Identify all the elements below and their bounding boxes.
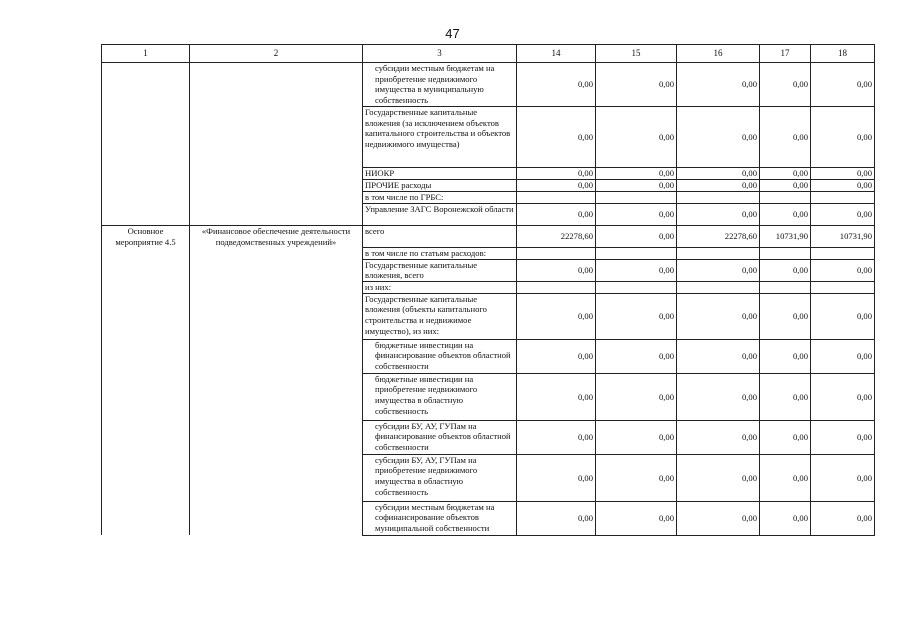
value-cell: 0,00 [677,293,760,339]
value-cell: 0,00 [596,454,677,501]
activity-number-cell [102,501,190,535]
value-cell: 0,00 [811,168,875,180]
value-cell: 0,00 [677,204,760,226]
activity-number-cell [102,168,190,180]
table-row [102,247,875,259]
value-cell: 0,00 [517,259,596,281]
value-cell: 0,00 [760,339,811,373]
value-cell: 0,00 [596,107,677,168]
value-cell: 0,00 [760,204,811,226]
value-cell: 0,00 [596,293,677,339]
value-cell: 0,00 [517,373,596,420]
activity-name-cell [190,107,363,168]
row-label: НИОКР [363,168,517,180]
table-row [102,180,875,192]
table-row [102,204,875,226]
value-cell: 0,00 [596,420,677,454]
activity-number-cell [102,373,190,420]
activity-number-cell [102,180,190,192]
activity-name-cell [190,247,363,259]
value-cell: 0,00 [677,63,760,107]
row-label: субсидии БУ, АУ, ГУПам на приобретение недвижимого имущества в областную собственность [363,454,517,501]
row-label: Государственные капитальные вложения (объекты капитального строительства и недвижимое имущество), из них: [363,293,517,339]
column-header: 2 [190,45,363,63]
page-number: 47 [445,26,460,41]
value-cell: 0,00 [677,373,760,420]
value-cell: 0,00 [517,204,596,226]
value-cell: 0,00 [517,63,596,107]
activity-number-cell [102,281,190,293]
value-cell: 0,00 [596,180,677,192]
activity-name-cell [190,373,363,420]
value-cell: 0,00 [677,501,760,535]
row-label: Государственные капитальные вложения (за исключением объектов капитального строительства и объектов недвижимого имущества) [363,107,517,168]
budget-table [101,44,875,536]
activity-name-cell [190,63,363,107]
column-header: 16 [677,45,760,63]
value-cell [760,247,811,259]
row-label: субсидии местным бюджетам на софинансирование объектов муниципальной собственности [363,501,517,535]
value-cell [811,192,875,204]
value-cell: 0,00 [517,454,596,501]
value-cell: 0,00 [596,373,677,420]
value-cell [596,247,677,259]
row-label: субсидии БУ, АУ, ГУПам на финансирование объектов областной собственности [363,420,517,454]
value-cell [596,281,677,293]
value-cell: 0,00 [596,339,677,373]
activity-number-cell [102,247,190,259]
column-header: 15 [596,45,677,63]
value-cell [811,247,875,259]
value-cell: 0,00 [760,259,811,281]
value-cell: 0,00 [596,259,677,281]
table-row [102,107,875,168]
row-label: из них: [363,281,517,293]
value-cell [760,281,811,293]
table-row [102,293,875,339]
header-row [102,45,875,63]
value-cell [677,281,760,293]
value-cell [517,281,596,293]
value-cell: 0,00 [811,420,875,454]
value-cell [596,192,677,204]
row-label: в том числе по ГРБС: [363,192,517,204]
table-row [102,192,875,204]
table-row [102,168,875,180]
value-cell: 0,00 [596,168,677,180]
row-label: ПРОЧИЕ расходы [363,180,517,192]
table-row [102,501,875,535]
activity-name-cell [190,281,363,293]
value-cell: 0,00 [760,168,811,180]
column-header: 1 [102,45,190,63]
value-cell [760,192,811,204]
value-cell: 0,00 [677,107,760,168]
value-cell: 0,00 [811,63,875,107]
table-row [102,281,875,293]
table-row [102,63,875,107]
row-label: бюджетные инвестиции на финансирование объектов областной собственности [363,339,517,373]
value-cell: 0,00 [596,204,677,226]
value-cell: 0,00 [677,180,760,192]
value-cell: 0,00 [811,259,875,281]
value-cell: 0,00 [677,259,760,281]
value-cell: 0,00 [811,373,875,420]
activity-name-cell [190,168,363,180]
value-cell: 0,00 [760,420,811,454]
value-cell: 0,00 [596,63,677,107]
activity-name-cell: «Финансовое обеспечение деятельности подведомственных учреждений» [190,226,363,248]
row-label: Управление ЗАГС Воронежской области [363,204,517,226]
column-header: 14 [517,45,596,63]
activity-number-cell [102,293,190,339]
value-cell: 0,00 [811,204,875,226]
value-cell: 0,00 [517,501,596,535]
value-cell: 0,00 [760,293,811,339]
value-cell [517,192,596,204]
value-cell: 0,00 [517,180,596,192]
value-cell: 0,00 [811,339,875,373]
activity-number-cell [102,192,190,204]
table-row [102,373,875,420]
activity-name-cell [190,454,363,501]
value-cell: 0,00 [677,420,760,454]
value-cell: 0,00 [760,501,811,535]
value-cell [811,281,875,293]
value-cell: 0,00 [517,168,596,180]
value-cell: 0,00 [596,226,677,248]
row-label: субсидии местным бюджетам на приобретение недвижимого имущества в муниципальную собственность [363,63,517,107]
row-label: бюджетные инвестиции на приобретение недвижимого имущества в областную собственность [363,373,517,420]
activity-name-cell [190,293,363,339]
row-label: всего [363,226,517,248]
activity-number-cell [102,107,190,168]
column-header: 17 [760,45,811,63]
activity-number-cell [102,454,190,501]
activity-number-cell [102,339,190,373]
value-cell: 0,00 [811,293,875,339]
activity-number-cell: Основное мероприятие 4.5 [102,226,190,248]
activity-name-cell [190,259,363,281]
activity-name-cell [190,204,363,226]
value-cell: 0,00 [760,373,811,420]
value-cell: 0,00 [596,501,677,535]
value-cell: 0,00 [517,420,596,454]
value-cell: 22278,60 [517,226,596,248]
activity-number-cell [102,259,190,281]
table-row [102,259,875,281]
activity-name-cell [190,180,363,192]
value-cell: 0,00 [811,180,875,192]
value-cell: 0,00 [811,501,875,535]
table-row [102,339,875,373]
activity-name-cell [190,420,363,454]
value-cell: 0,00 [677,454,760,501]
activity-number-cell [102,204,190,226]
value-cell: 0,00 [760,180,811,192]
value-cell: 0,00 [677,168,760,180]
activity-name-cell [190,192,363,204]
value-cell [677,192,760,204]
activity-name-cell [190,339,363,373]
row-label: Государственные капитальные вложения, всего [363,259,517,281]
activity-name-cell [190,501,363,535]
value-cell: 10731,90 [760,226,811,248]
value-cell: 10731,90 [811,226,875,248]
value-cell: 0,00 [811,454,875,501]
value-cell: 0,00 [517,339,596,373]
column-header: 18 [811,45,875,63]
value-cell: 0,00 [760,454,811,501]
column-header: 3 [363,45,517,63]
value-cell: 0,00 [517,293,596,339]
value-cell [517,247,596,259]
activity-number-cell [102,63,190,107]
value-cell: 22278,60 [677,226,760,248]
activity-number-cell [102,420,190,454]
row-label: в том числе по статьям расходов: [363,247,517,259]
value-cell: 0,00 [517,107,596,168]
value-cell: 0,00 [760,107,811,168]
value-cell [677,247,760,259]
value-cell: 0,00 [677,339,760,373]
value-cell: 0,00 [760,63,811,107]
table-row [102,420,875,454]
table-row [102,454,875,501]
value-cell: 0,00 [811,107,875,168]
table-row [102,226,875,248]
